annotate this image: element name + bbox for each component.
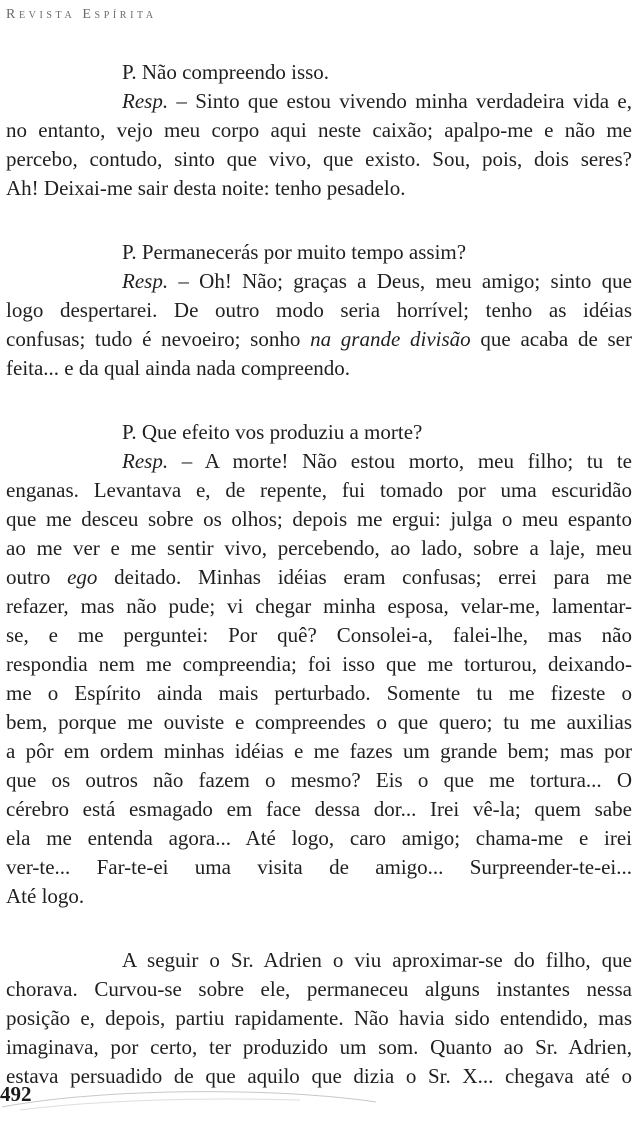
answer-label: Resp.: [122, 89, 169, 113]
answer-line: bem, porque me ouviste e compreendes o que quero; tu me auxilias: [6, 710, 632, 734]
page-body: [6, 58, 632, 1126]
text-run: confusas; tudo é nevoeiro; sonho: [6, 327, 311, 351]
answer-line: ver-te... Far-te-ei uma visita de amigo... Surpreender-te-ei...: [6, 855, 632, 879]
question: P. Que efeito vos produziu a morte?: [122, 420, 423, 444]
italic-word: ego: [67, 565, 98, 589]
question: P. Permanecerás por muito tempo assim?: [122, 240, 467, 264]
text-run: que acaba de ser: [470, 327, 632, 351]
answer-line: ela me entenda agora... Até logo, caro amigo; chama-me e irei: [6, 826, 632, 850]
page-number: 492: [0, 1082, 32, 1106]
answer-line: [6, 563, 632, 592]
answer-line: feita... e da qual ainda nada compreendo.: [6, 356, 351, 380]
answer-text: – A morte! Não estou morto, meu filho; tu te: [168, 449, 632, 473]
text-run: outro: [6, 565, 68, 589]
answer-line: que os outros não fazem o mesmo? Eis o que me tortura... O: [6, 768, 632, 792]
answer-line: [6, 325, 632, 354]
answer-line: ao me ver e me sentir vivo, percebendo, ao lado, sobre a laje, meu: [6, 536, 632, 560]
narrative-paragraph: [6, 946, 632, 1091]
paragraph-first-line: A seguir o Sr. Adrien o viu aproximar-se do filho, que: [122, 948, 632, 972]
dialogue-block-2: [6, 238, 632, 383]
answer-line: Até logo.: [6, 884, 85, 908]
dialogue-block-3: [6, 418, 632, 911]
paragraph-line: imaginava, por certo, ter produzido um som. Quanto ao Sr. Adrien,: [6, 1035, 632, 1059]
answer-first-line: [6, 447, 632, 476]
answer-label: Resp.: [122, 269, 169, 293]
answer-line: se, e me perguntei: Por quê? Consolei-a, falei-lhe, mas não: [6, 623, 632, 647]
answer-line: logo despertarei. De outro modo seria horrível; tenho as idéias: [6, 298, 632, 322]
answer-line: refazer, mas não pude; vi chegar minha esposa, velar-me, lamentar-: [6, 594, 632, 618]
answer-line: Ah! Deixai-me sair desta noite: tenho pesadelo.: [6, 176, 406, 200]
answer-text: – Sinto que estou vivendo minha verdadeira vida e,: [168, 89, 632, 113]
answer-line: no entanto, vejo meu corpo aqui neste caixão; apalpo-me e não me: [6, 118, 632, 142]
answer-line: cérebro está esmagado em face dessa dor... Irei vê-la; quem sabe: [6, 797, 632, 821]
answer-line: me o Espírito ainda mais perturbado. Somente tu me fizeste o: [6, 681, 632, 705]
answer-line: que me desceu sobre os olhos; depois me ergui: julga o meu espanto: [6, 507, 632, 531]
answer-first-line: [6, 87, 632, 116]
answer-label: Resp.: [122, 449, 169, 473]
answer-line: respondia nem me compreendia; foi isso que me torturou, deixando-: [6, 652, 632, 676]
italic-phrase: na grande divisão: [310, 327, 471, 351]
answer-first-line: [6, 267, 632, 296]
paragraph-line: chorava. Curvou-se sobre ele, permaneceu alguns instantes nessa: [6, 977, 632, 1001]
running-head: Revista Espírita: [6, 7, 157, 22]
dialogue-block-1: [6, 58, 632, 203]
answer-line: enganas. Levantava e, de repente, fui tomado por uma escuridão: [6, 478, 632, 502]
question: P. Não compreendo isso.: [122, 60, 330, 84]
paragraph-line: estava persuadido de que aquilo que dizia o Sr. X... chegava até o: [6, 1064, 632, 1088]
answer-line: percebo, contudo, sinto que vivo, que existo. Sou, pois, dois seres?: [6, 147, 632, 171]
answer-line: a pôr em ordem minhas idéias e me fazes um grande bem; mas por: [6, 739, 632, 763]
paragraph-line: posição e, depois, partiu rapidamente. Não havia sido entendido, mas: [6, 1006, 632, 1030]
footer-swash-ornament: [0, 1080, 380, 1111]
answer-text: – Oh! Não; graças a Deus, meu amigo; sinto que: [168, 269, 632, 293]
text-run: deitado. Minhas idéias eram confusas; errei para me: [97, 565, 632, 589]
